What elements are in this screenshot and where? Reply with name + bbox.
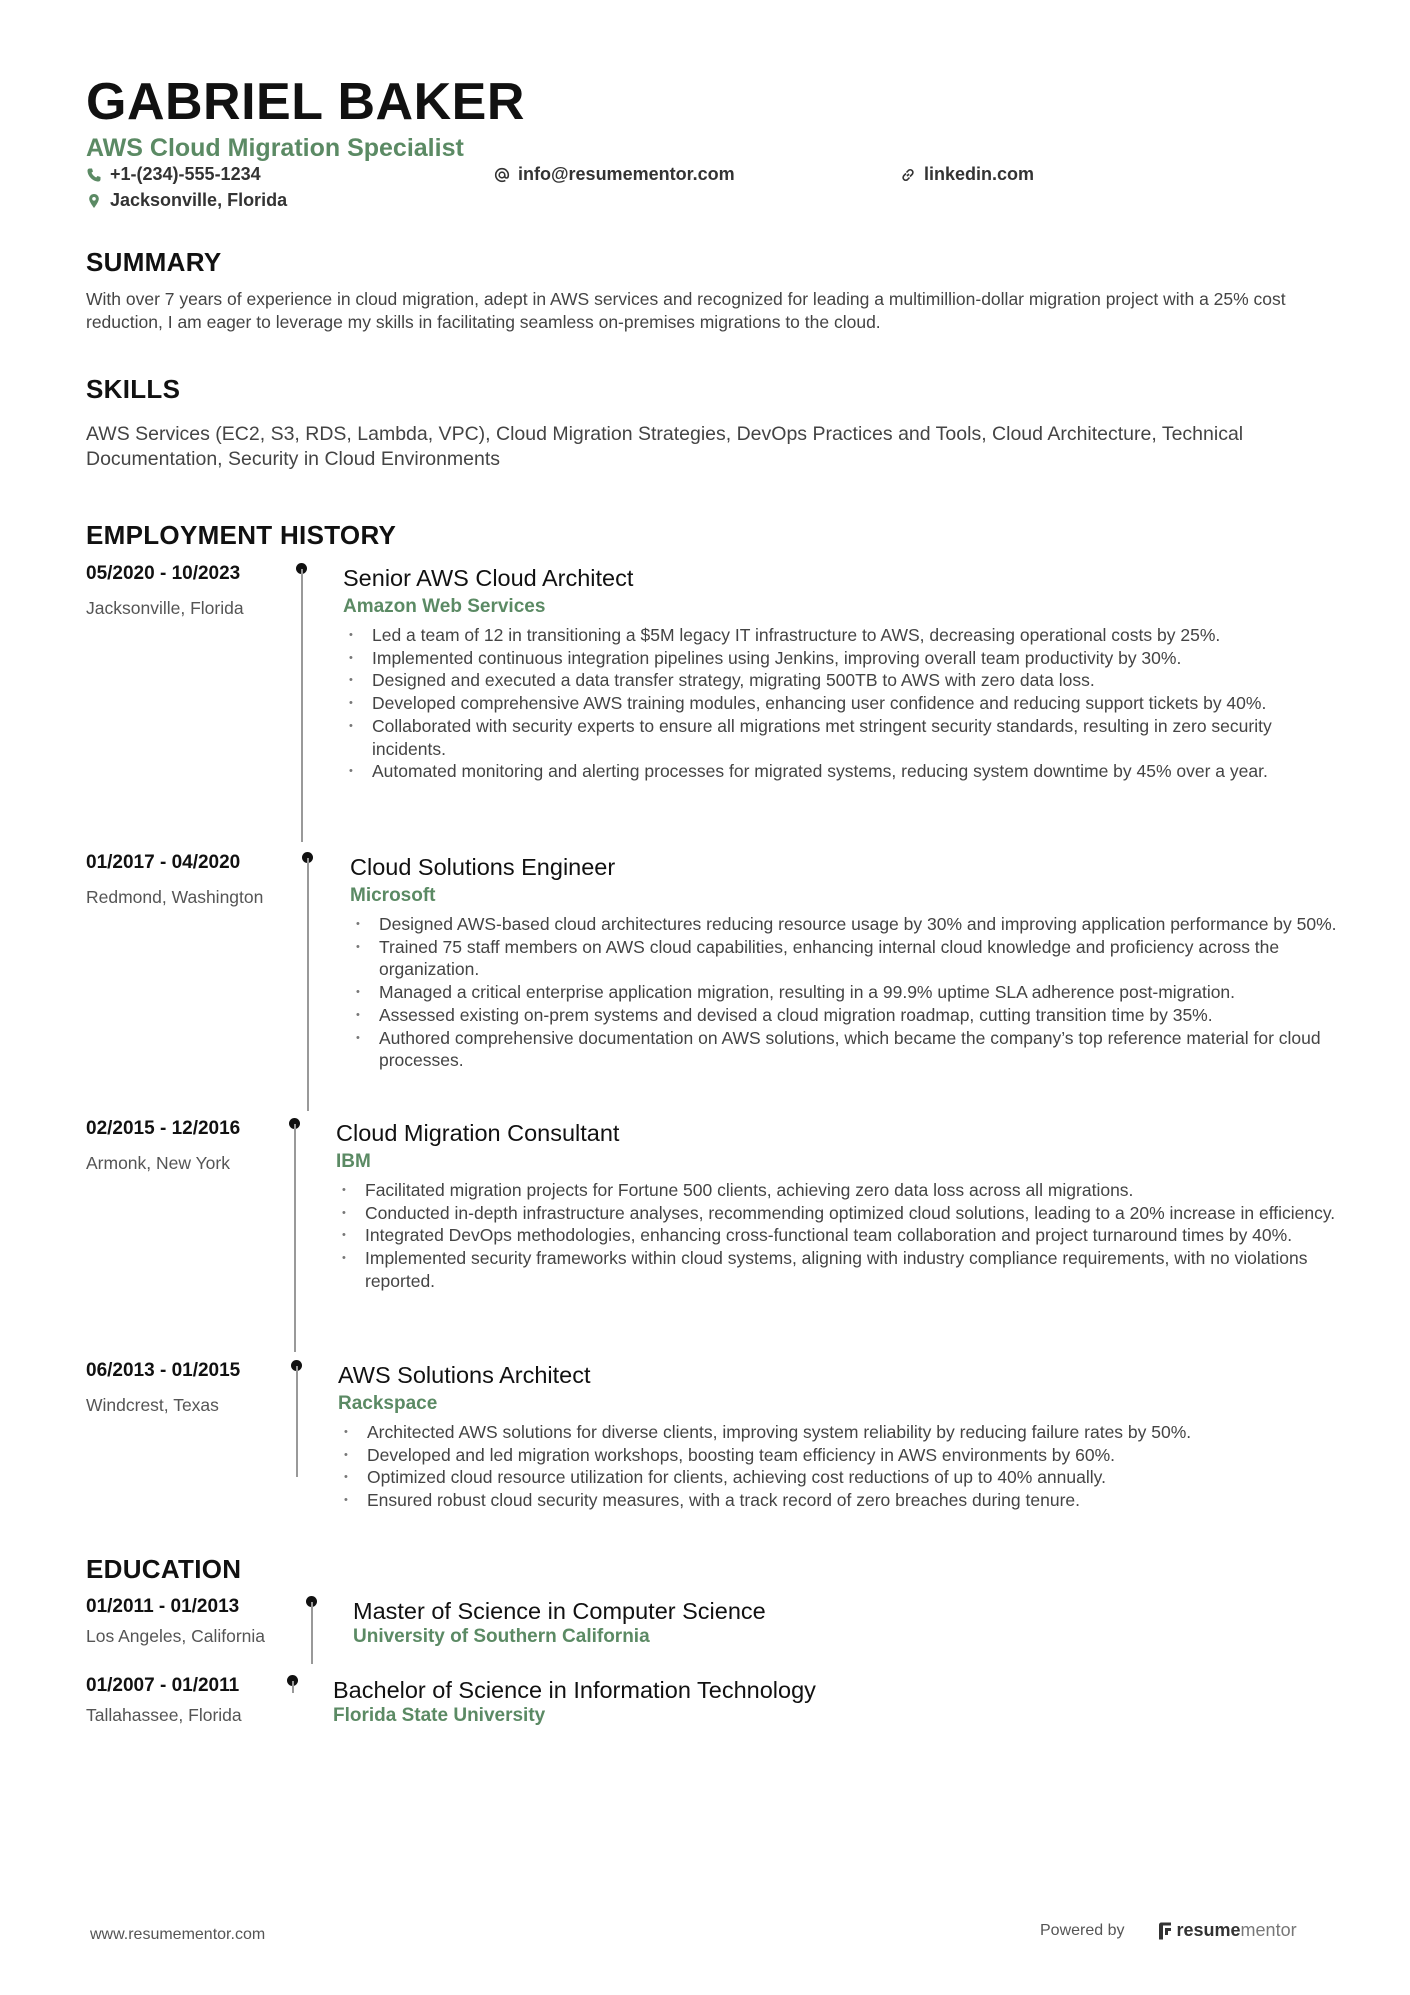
- job-bullet: • Developed and led migration workshops, boosting team efficiency in AWS environments by 60%.: [338, 1444, 1338, 1467]
- job-bullet: • Integrated DevOps methodologies, enhancing cross-functional team collaboration and project turnaround times by 40%.: [336, 1224, 1336, 1247]
- job-entry: [86, 852, 1340, 1112]
- education-degree: Master of Science in Computer Science: [353, 1598, 766, 1624]
- job-bullet: • Conducted in-depth infrastructure analyses, recommending optimized cloud solutions, leading to a 20% increase in efficiency.: [336, 1202, 1336, 1225]
- job-entry: [86, 1360, 1340, 1511]
- job-bullet: • Authored comprehensive documentation on AWS solutions, which became the company’s top reference material for cloud processes.: [350, 1027, 1350, 1072]
- summary-heading: SUMMARY: [86, 247, 222, 277]
- candidate-name: GABRIEL BAKER: [86, 73, 525, 131]
- job-location: Armonk, New York: [86, 1153, 230, 1173]
- job-bullets: [336, 1179, 1336, 1293]
- job-bullet: • Led a team of 12 in transitioning a $5M legacy IT infrastructure to AWS, decreasing operational costs by 25%.: [343, 624, 1343, 647]
- contact-email[interactable]: [494, 164, 735, 185]
- phone-icon: [86, 167, 102, 183]
- job-details: [350, 852, 1350, 1072]
- education-heading: EDUCATION: [86, 1554, 242, 1584]
- job-bullet: • Facilitated migration projects for Fortune 500 clients, achieving zero data loss across all migrations.: [336, 1179, 1336, 1202]
- education-degree: Bachelor of Science in Information Technology: [333, 1677, 816, 1703]
- linkedin-text: linkedin.com: [924, 164, 1035, 184]
- job-entry: [86, 563, 1340, 843]
- timeline-line: [296, 1366, 298, 1477]
- location-text: Jacksonville, Florida: [110, 190, 288, 210]
- job-details: [336, 1118, 1336, 1293]
- education-location: Tallahassee, Florida: [86, 1705, 242, 1725]
- education-school: University of Southern California: [353, 1626, 650, 1647]
- job-bullet: • Optimized cloud resource utilization for clients, achieving cost reductions of up to 40% annually.: [338, 1466, 1338, 1489]
- contact-phone: [86, 164, 261, 185]
- education-location: Los Angeles, California: [86, 1626, 265, 1646]
- brand-logo[interactable]: [1157, 1920, 1297, 1941]
- job-bullet: • Trained 75 staff members on AWS cloud capabilities, enhancing internal cloud knowledge and proficiency across the organization.: [350, 936, 1350, 981]
- education-details: [353, 1596, 1253, 1648]
- footer-branding: [1040, 1920, 1297, 1941]
- footer-website[interactable]: www.resumementor.com: [90, 1926, 266, 1943]
- timeline-line: [311, 1602, 313, 1664]
- job-bullet: • Assessed existing on-prem systems and devised a cloud migration roadmap, cutting transition time by 35%.: [350, 1004, 1350, 1027]
- skills-heading: SKILLS: [86, 374, 181, 404]
- job-dates: 01/2017 - 04/2020: [86, 852, 241, 873]
- job-title: Senior AWS Cloud Architect: [343, 565, 634, 591]
- job-bullet: • Collaborated with security experts to ensure all migrations met stringent security standards, resulting in zero security incidents.: [343, 715, 1343, 760]
- job-company: IBM: [336, 1151, 371, 1172]
- employment-heading: EMPLOYMENT HISTORY: [86, 520, 397, 550]
- contact-linkedin[interactable]: [900, 164, 1034, 185]
- powered-by-label: Powered by: [1040, 1921, 1125, 1939]
- contact-location: [86, 190, 287, 211]
- timeline-line: [292, 1681, 294, 1693]
- job-title: Cloud Solutions Engineer: [350, 854, 616, 880]
- skills-text: AWS Services (EC2, S3, RDS, Lambda, VPC), Cloud Migration Strategies, DevOps Practices and Tools, Cloud Architecture, Technical Documentation, Security in Cloud Environments: [86, 423, 1244, 470]
- candidate-role: AWS Cloud Migration Specialist: [86, 134, 464, 162]
- job-bullet: • Ensured robust cloud security measures, with a track record of zero breaches during tenure.: [338, 1489, 1338, 1512]
- education-dates: 01/2011 - 01/2013: [86, 1596, 240, 1617]
- job-bullets: [338, 1421, 1338, 1512]
- education-school: Florida State University: [333, 1705, 546, 1726]
- link-icon: [900, 167, 916, 183]
- job-dates: 02/2015 - 12/2016: [86, 1118, 241, 1139]
- job-dates: 06/2013 - 01/2015: [86, 1360, 241, 1381]
- at-icon: [494, 167, 510, 183]
- job-details: [338, 1360, 1338, 1512]
- job-entry: [86, 1118, 1340, 1353]
- job-location: Jacksonville, Florida: [86, 598, 244, 618]
- job-location: Redmond, Washington: [86, 887, 264, 907]
- timeline-line: [301, 569, 303, 842]
- phone-text: +1-(234)-555-1234: [110, 164, 261, 184]
- job-title: Cloud Migration Consultant: [336, 1120, 620, 1146]
- job-company: Rackspace: [338, 1393, 438, 1414]
- job-bullets: [343, 624, 1343, 783]
- summary-text: With over 7 years of experience in cloud migration, adept in AWS services and recognized for leading a multimillion-dollar migration project with a 25% cost reduction, I am eager to leverage my skills in facilitating seamless on-premises migrations to the cloud.: [86, 289, 1286, 332]
- education-entry: [86, 1675, 1340, 1745]
- brand-name-light: mentor: [1240, 1920, 1297, 1940]
- education-details: [333, 1675, 1233, 1727]
- brand-name-bold: resume: [1176, 1920, 1241, 1940]
- job-bullet: • Automated monitoring and alerting processes for migrated systems, reducing system downtime by 45% over a year.: [343, 760, 1343, 783]
- job-bullet: • Implemented continuous integration pipelines using Jenkins, improving overall team productivity by 30%.: [343, 647, 1343, 670]
- email-text: info@resumementor.com: [518, 164, 735, 184]
- job-dates: 05/2020 - 10/2023: [86, 563, 241, 584]
- job-company: Amazon Web Services: [343, 596, 546, 617]
- job-bullet: • Designed AWS-based cloud architectures reducing resource usage by 30% and improving application performance by 50%.: [350, 913, 1350, 936]
- resumementor-logo-icon: [1157, 1921, 1173, 1941]
- job-bullet: • Implemented security frameworks within cloud systems, aligning with industry compliance requirements, with no violations reported.: [336, 1247, 1336, 1292]
- job-bullet: • Designed and executed a data transfer strategy, migrating 500TB to AWS with zero data loss.: [343, 669, 1343, 692]
- education-dates: 01/2007 - 01/2011: [86, 1675, 240, 1696]
- education-entry: [86, 1596, 1340, 1666]
- job-bullet: • Managed a critical enterprise application migration, resulting in a 99.9% uptime SLA adherence post-migration.: [350, 981, 1350, 1004]
- job-title: AWS Solutions Architect: [338, 1362, 591, 1388]
- job-bullet: • Architected AWS solutions for diverse clients, improving system reliability by reducing failure rates by 50%.: [338, 1421, 1338, 1444]
- location-pin-icon: [86, 193, 102, 209]
- job-bullet: • Developed comprehensive AWS training modules, enhancing user confidence and reducing support tickets by 40%.: [343, 692, 1343, 715]
- timeline-line: [294, 1124, 296, 1352]
- job-company: Microsoft: [350, 885, 436, 906]
- timeline-line: [307, 858, 309, 1111]
- job-location: Windcrest, Texas: [86, 1395, 219, 1415]
- job-bullets: [350, 913, 1350, 1072]
- job-details: [343, 563, 1343, 783]
